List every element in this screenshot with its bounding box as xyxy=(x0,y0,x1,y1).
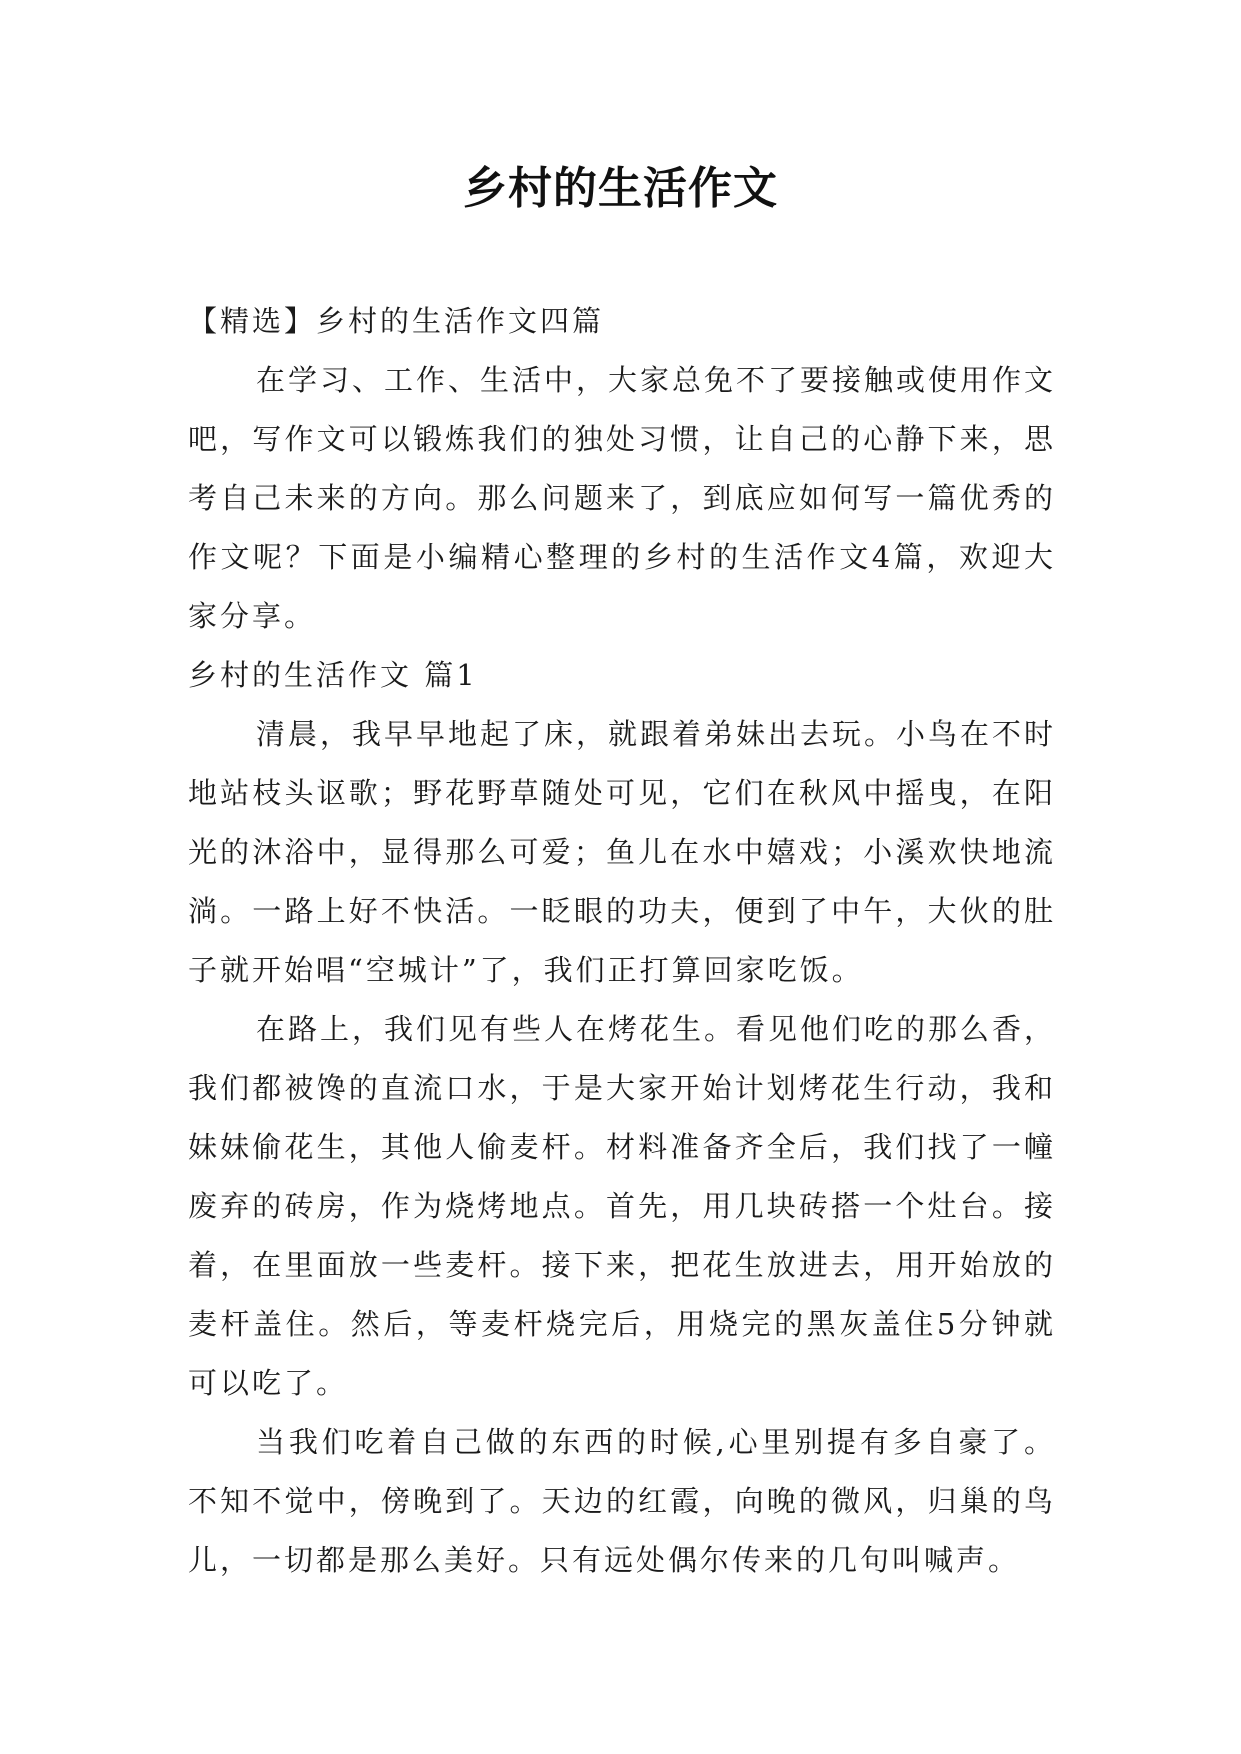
body-paragraph: 在路上，我们见有些人在烤花生。看见他们吃的那么香，我们都被馋的直流口水，于是大家开始计划烤花生行动，我和妹妹偷花生，其他人偷麦杆。材料准备齐全后，我们找了一幢废弃的砖房，作为烧烤地点。首先，用几块砖搭一个灶台。接着，在里面放一些麦杆。接下来，把花生放进去，用开始放的麦杆盖住。然后，等麦杆烧完后，用烧完的黑灰盖住5分钟就可以吃了。 xyxy=(188,1012,1057,1400)
document-title: 乡村的生活作文 xyxy=(463,163,778,214)
document-body xyxy=(188,292,1056,1590)
body-paragraph: 清晨，我早早地起了床，就跟着弟妹出去玩。小鸟在不时地站枝头讴歌；野花野草随处可见，它们在秋风中摇曳，在阳光的沐浴中，显得那么可爱；鱼儿在水中嬉戏；小溪欢快地流淌。一路上好不快活。一眨眼的功夫，便到了中午，大伙的肚子就开始唱“空城计”了，我们正打算回家吃饭。 xyxy=(188,717,1057,987)
body-paragraph: 当我们吃着自己做的东西的时候,心里别提有多自豪了。不知不觉中，傍晚到了。天边的红霞，向晚的微风，归巢的鸟儿，一切都是那么美好。只有远处偶尔传来的几句叫喊声。 xyxy=(188,1425,1056,1577)
intro-paragraph: 在学习、工作、生活中，大家总免不了要接触或使用作文吧，写作文可以锻炼我们的独处习惯，让自己的心静下来，思考自己未来的方向。那么问题来了，到底应如何写一篇优秀的作文呢？下面是小编精心整理的乡村的生活作文4篇，欢迎大家分享。 xyxy=(188,363,1057,633)
document-subtitle: 【精选】乡村的生活作文四篇 xyxy=(188,304,605,338)
section-heading: 乡村的生活作文 篇1 xyxy=(188,658,478,692)
